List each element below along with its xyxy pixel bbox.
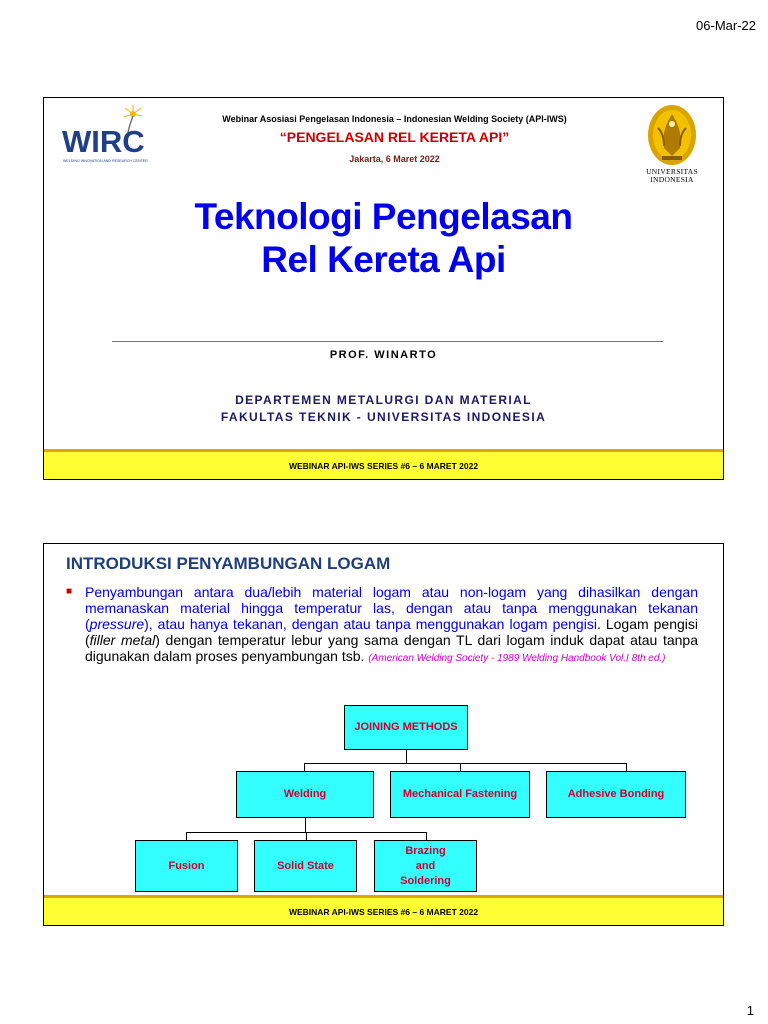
definition-paragraph (66, 584, 698, 667)
box-mechanical-fastening: Mechanical Fastening (390, 771, 530, 818)
box-brazing-soldering (374, 840, 477, 892)
box-welding: Welding (236, 771, 374, 818)
definition-part3: . Logam pengisi ( (85, 616, 698, 648)
main-title-line2: Rel Kereta Api (261, 239, 506, 280)
connector (304, 763, 305, 771)
connector (460, 763, 461, 771)
bullet-icon: ■ (66, 586, 73, 597)
box-solid-state: Solid State (254, 840, 357, 892)
pressure-term: pressure (89, 616, 145, 632)
wirc-logo (58, 104, 166, 166)
connector (306, 832, 307, 840)
department-line2: FAKULTAS TEKNIK - UNIVERSITAS INDONESIA (220, 410, 547, 424)
citation: (American Welding Society - 1989 Welding Handbook Vol.I 8th ed.) (368, 653, 666, 664)
page-number: 1 (746, 1003, 754, 1018)
wirc-logo-tagline: WELDING INNOVATION AND RESEARCH CENTER (63, 159, 148, 163)
event-title: “PENGELASAN REL KERETA API” (279, 129, 510, 145)
event-place: Jakarta, 6 Maret 2022 (349, 154, 440, 164)
slide-footer: WEBINAR API-IWS SERIES #6 – 6 MARET 2022 (44, 895, 723, 925)
connector (305, 818, 306, 832)
divider-line (112, 341, 663, 342)
definition-part4: ) dengan temperatur lebur yang sama dengan TL dari logam induk dapat atau tanpa digunakan dalam proses penyambungan tsb. (85, 632, 698, 664)
box-joining-methods: JOINING METHODS (344, 705, 468, 750)
connector (626, 763, 627, 771)
definition-part2: ), atau hanya tekanan, dengan atau tanpa menggunakan logam pengisi (144, 616, 597, 632)
slide-introduction (43, 543, 724, 926)
universitas-indonesia-logo (635, 102, 709, 194)
brazing-line2: and (415, 859, 436, 872)
filler-metal-term: filler metal (89, 632, 156, 648)
connector (406, 750, 407, 763)
brazing-line1: Brazing (405, 844, 446, 857)
author-name: PROF. WINARTO (329, 349, 438, 361)
connector (186, 832, 187, 840)
slide-title: INTRODUKSI PENYAMBUNGAN LOGAM (66, 554, 391, 573)
definition-part1: Penyambungan antara dua/lebih material logam atau non-logam yang dihasilkan dengan memanaskan material hingga temperatur las, dengan atau tanpa menggunakan tekanan ( (85, 584, 698, 632)
main-title-line1: Teknologi Pengelasan (194, 196, 573, 237)
brazing-line3: Soldering (400, 874, 451, 887)
ui-logo-line2: INDONESIA (650, 175, 694, 184)
connector (426, 832, 427, 840)
webinar-line: Webinar Asosiasi Pengelasan Indonesia – Indonesian Welding Society (API-IWS) (222, 114, 567, 124)
page-date: 06-Mar-22 (696, 18, 756, 33)
connector (304, 763, 626, 764)
slide-footer: WEBINAR API-IWS SERIES #6 – 6 MARET 2022 (44, 449, 723, 479)
box-adhesive-bonding: Adhesive Bonding (546, 771, 686, 818)
definition-text (66, 584, 698, 667)
wirc-logo-text: WIRC (62, 124, 145, 159)
ui-logo-line1: UNIVERSITAS (646, 167, 698, 176)
main-title (44, 195, 723, 281)
box-fusion: Fusion (135, 840, 238, 892)
slide-title (43, 97, 724, 480)
department-line1: DEPARTEMEN METALURGI DAN MATERIAL (235, 393, 532, 407)
makara-emblem-icon (644, 102, 700, 168)
